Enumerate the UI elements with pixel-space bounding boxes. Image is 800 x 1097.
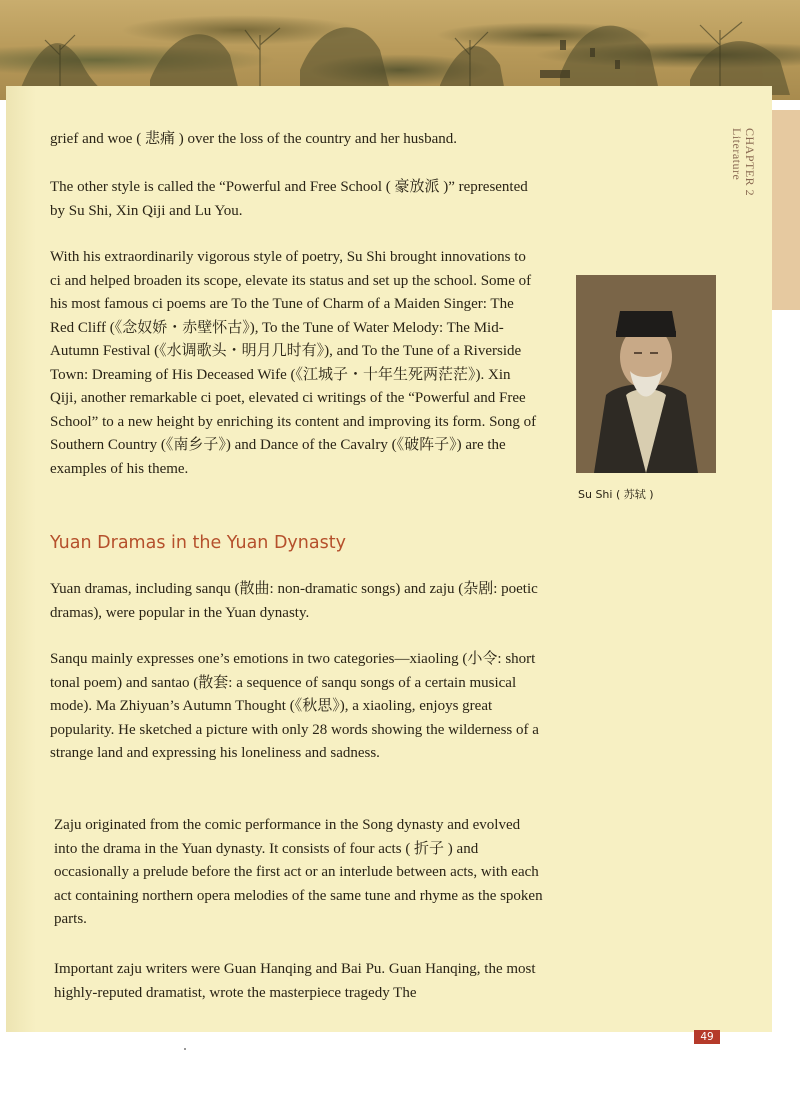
chapter-tab bbox=[772, 110, 800, 310]
paragraph-sanqu: Sanqu mainly expresses one’s emotions in two categories—xiaoling (小令: short tonal poem) and santao (散套: a sequence of sanqu songs of a certain musical mode). Ma Zhiyuan’s Autumn Thought (《秋思》), a xiaoling, enjoys great popularity. He sketched a picture with only 28 words showing the wilderness of a strange land and expressing his loneliness and sadness. bbox=[50, 651, 539, 761]
portrait-caption: Su Shi ( 苏轼 ) bbox=[578, 488, 654, 501]
chapter-title: Literature bbox=[730, 128, 744, 181]
chapter-number: CHAPTER 2 bbox=[743, 128, 757, 197]
header-landscape-painting bbox=[0, 0, 800, 100]
section-heading: Yuan Dramas in the Yuan Dynasty bbox=[50, 533, 346, 553]
paragraph-su-shi: With his extraordinarily vigorous style of poetry, Su Shi brought innovations to ci and helped broaden its scope, elevate its status and set up the school. Some of his most famous ci poems are To the Tune of Charm of a Maiden Singer: The Red Cliff (《念奴娇・赤壁怀古》), To the Tune of Water Melody: The Mid-Autumn Festival (《水调歌头・明月几时有》), and To the Tune of a Riverside Town: Dreaming of His Deceased Wife (《江城子・十年生死两茫茫》). Xin Qiji, another remarkable ci poet, elevated ci writings of the “Powerful and Free School” to a new height by enriching its content and improving its form. Song of Southern Country (《南乡子》) and Dance of the Cavalry (《破阵子》) are the examples of his theme. bbox=[50, 249, 537, 477]
paragraph-yuan-dramas: Yuan dramas, including sanqu (散曲: non-dramatic songs) and zaju (杂剧: poetic dramas), were popular in the Yuan dynasty. bbox=[50, 581, 538, 621]
paragraph-continuation: grief and woe ( 悲痛 ) over the loss of the country and her husband. bbox=[50, 131, 457, 147]
paragraph-zaju: Zaju originated from the comic performance in the Song dynasty and evolved into the drama in the Yuan dynasty. It consists of four acts ( 折子 ) and occasionally a prelude before the first act or an interlude between acts, with each act containing northern opera melodies of the same tune and rhyme as the spoken parts. bbox=[54, 817, 543, 927]
landscape-illustration bbox=[0, 0, 800, 100]
page-gutter bbox=[6, 86, 36, 1032]
page-number-badge: 49 bbox=[694, 1030, 720, 1044]
paragraph-powerful-free-school: The other style is called the “Powerful and Free School ( 豪放派 )” represented by Su Shi, Xin Qiji and Lu You. bbox=[50, 179, 528, 219]
chapter-label bbox=[730, 128, 756, 196]
su-shi-portrait bbox=[576, 275, 716, 473]
scan-artifact bbox=[184, 1048, 186, 1050]
portrait-illustration bbox=[576, 275, 716, 473]
paragraph-zaju-writers: Important zaju writers were Guan Hanqing and Bai Pu. Guan Hanqing, the most highly-reputed dramatist, wrote the masterpiece tragedy The bbox=[54, 961, 536, 1001]
